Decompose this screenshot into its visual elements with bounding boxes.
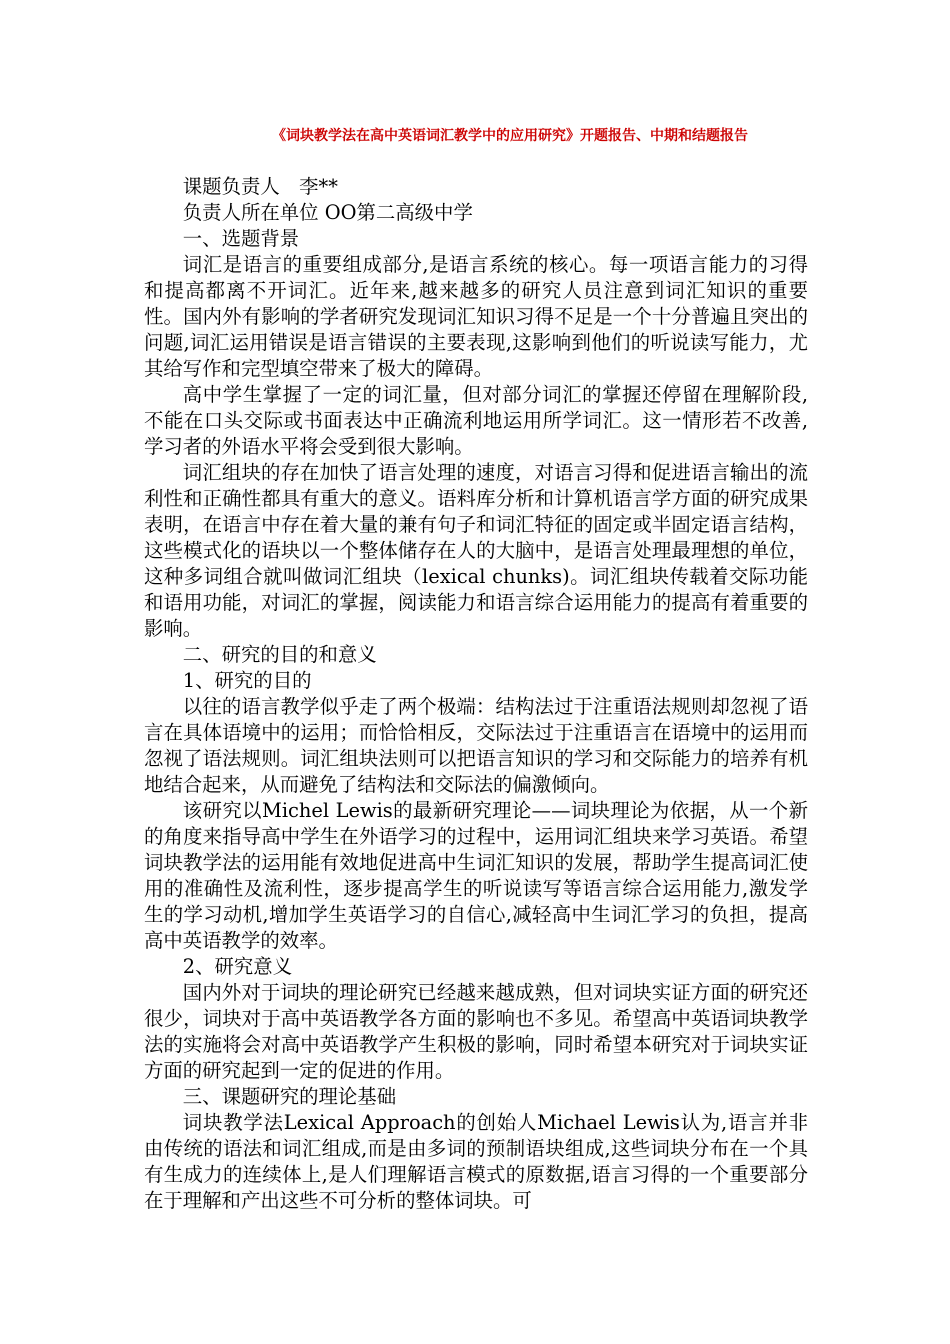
project-leader-line: 课题负责人 李** [182, 175, 338, 198]
section-heading-background: 一、选题背景 [182, 227, 300, 250]
subheading-purpose: 1、研究的目的 [182, 669, 312, 692]
document-body [144, 174, 808, 1214]
paragraph-background-1: 词汇是语言的重要组成部分,是语言系统的核心。每一项语言能力的习得和提高都离不开词汇。近年来,越来越多的研究人员注意到词汇知识的重要性。国内外有影响的学者研究发现词汇知识习得不足是一个十分普遍且突出的问题,词汇运用错误是语言错误的主要表现,这影响到他们的听说读写能力，尤其给写作和完型填空带来了极大的障碍。 [144, 253, 808, 380]
leader-unit-line: 负责人所在单位 OO第二高级中学 [182, 201, 473, 224]
paragraph-theory: 词块教学法Lexical Approach的创始人Michael Lewis认为,语言并非由传统的语法和词汇组成,而是由多词的预制语块组成,这些词块分布在一个具有生成力的连续体上,是人们理解语言模式的原数据,语言习得的一个重要部分在于理解和产出这些不可分析的整体词块。可 [144, 1111, 808, 1212]
paragraph-purpose-1: 以往的语言教学似乎走了两个极端：结构法过于注重语法规则却忽视了语言在具体语境中的运用；而恰恰相反，交际法过于注重语言在语境中的运用而忽视了语法规则。词汇组块法则可以把语言知识的学习和交际能力的培养有机地结合起来，从而避免了结构法和交际法的偏激倾向。 [144, 695, 808, 796]
paragraph-background-2: 高中学生掌握了一定的词汇量，但对部分词汇的掌握还停留在理解阶段,不能在口头交际或书面表达中正确流利地运用所学词汇。这一情形若不改善,学习者的外语水平将会受到很大影响。 [144, 383, 808, 458]
document-title: 《词块教学法在高中英语词汇教学中的应用研究》开题报告、中期和结题报告 [272, 128, 748, 144]
paragraph-background-3: 词汇组块的存在加快了语言处理的速度，对语言习得和促进语言输出的流利性和正确性都具有重大的意义。语料库分析和计算机语言学方面的研究成果表明，在语言中存在着大量的兼有句子和词汇特征的固定或半固定语言结构，这些模式化的语块以一个整体储存在人的大脑中，是语言处理最理想的单位，这种多词组合就叫做词汇组块（lexical chunks)。词汇组块传载着交际功能和语用功能，对词汇的掌握，阅读能力和语言综合运用能力的提高有着重要的影响。 [144, 461, 808, 640]
paragraph-significance: 国内外对于词块的理论研究已经越来越成熟，但对词块实证方面的研究还很少，词块对于高中英语教学各方面的影响也不多见。希望高中英语词块教学法的实施将会对高中英语教学产生积极的影响，同时希望本研究对于词块实证方面的研究起到一定的促进的作用。 [144, 981, 808, 1082]
paragraph-purpose-2: 该研究以Michel Lewis的最新研究理论——词块理论为依据，从一个新的角度来指导高中学生在外语学习的过程中，运用词汇组块来学习英语。希望词块教学法的运用能有效地促进高中生词汇知识的发展，帮助学生提高词汇使用的准确性及流利性，逐步提高学生的听说读写等语言综合运用能力,激发学生的学习动机,增加学生英语学习的自信心,减轻高中生词汇学习的负担，提高高中英语教学的效率。 [144, 799, 808, 952]
section-heading-theory: 三、课题研究的理论基础 [182, 1085, 397, 1108]
section-heading-purpose-significance: 二、研究的目的和意义 [182, 643, 377, 666]
subheading-significance: 2、研究意义 [182, 955, 293, 978]
